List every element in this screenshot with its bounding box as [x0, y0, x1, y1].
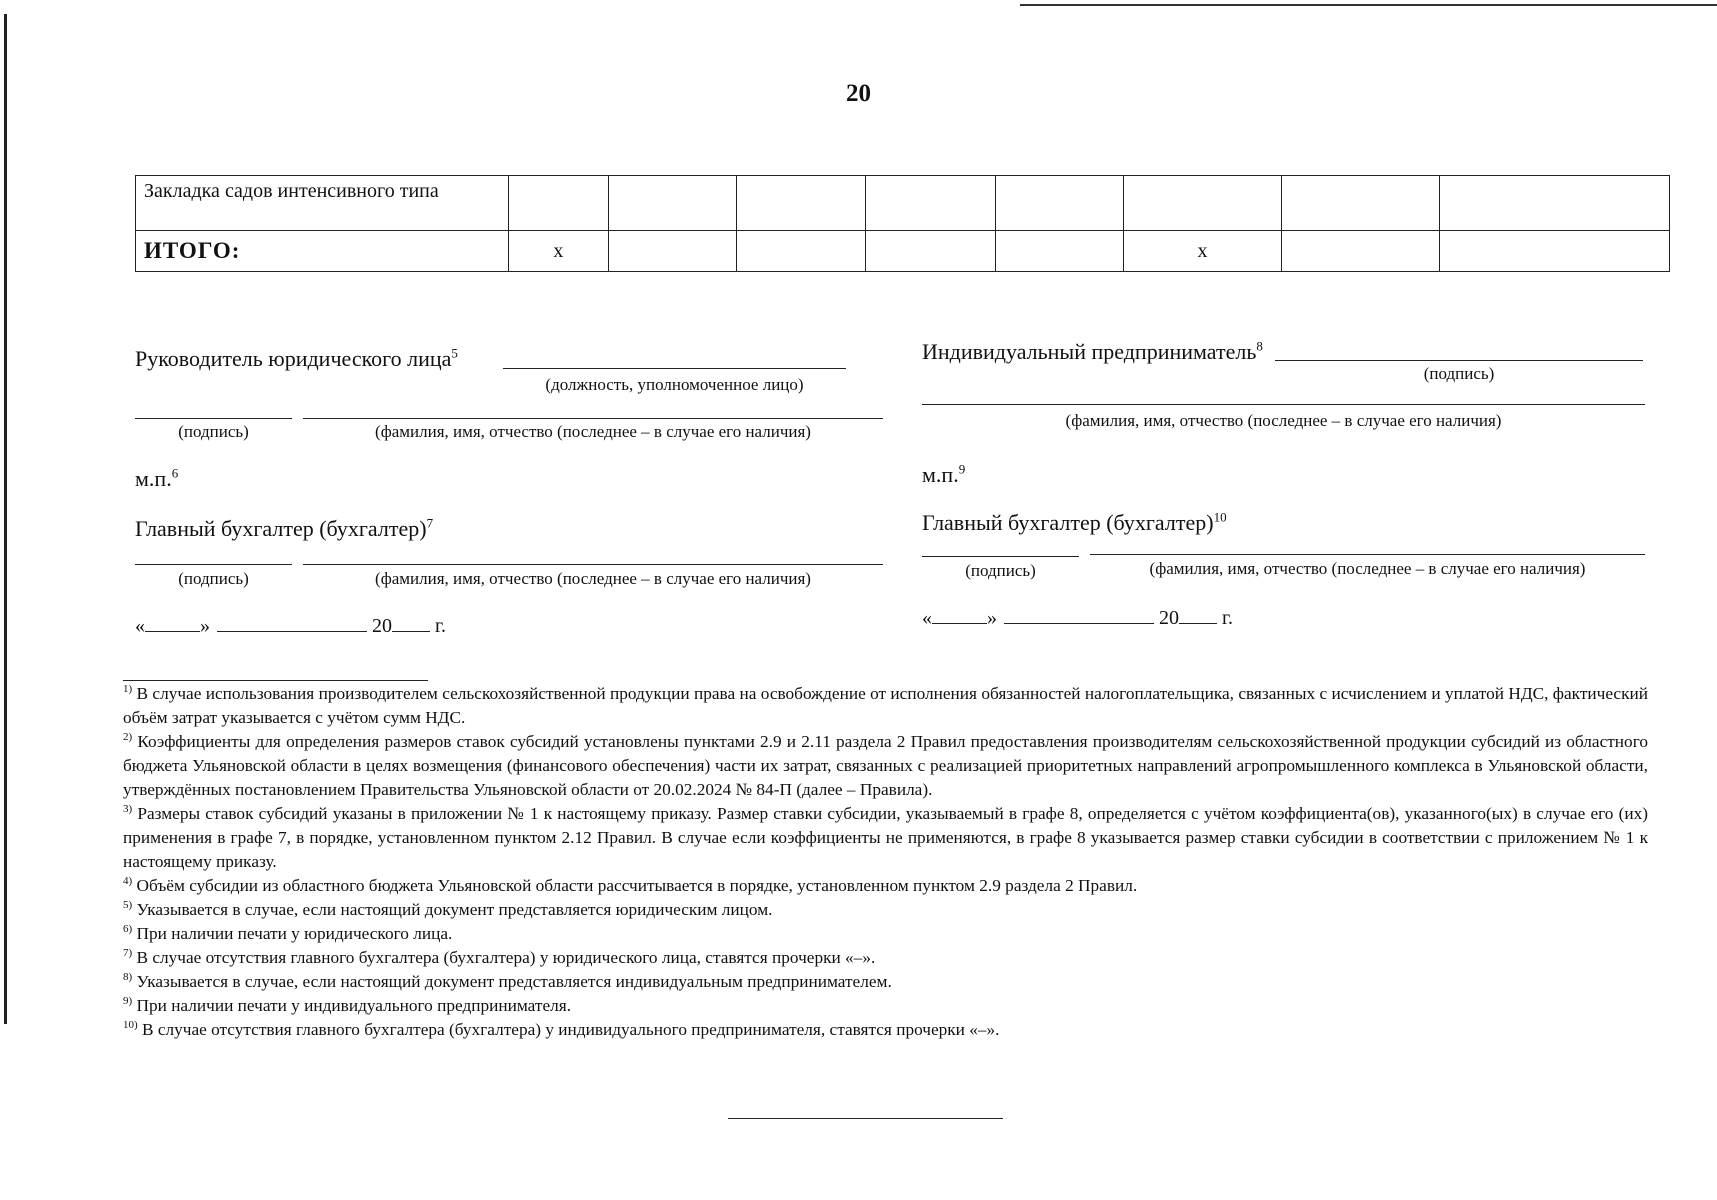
scan-border-left: [4, 14, 7, 1024]
table-row: [136, 176, 1670, 231]
table-cell: [508, 176, 608, 231]
row-label-total: ИТОГО:: [136, 231, 509, 272]
table-cell: [1439, 176, 1670, 231]
entrepreneur-text: Индивидуальный предприниматель: [922, 339, 1257, 364]
signature-line: [1275, 360, 1643, 361]
footnotes: [123, 682, 1648, 1042]
signature-line: [135, 564, 292, 565]
position-caption: (должность, уполномоченное лицо): [545, 375, 804, 394]
date-quote-close: »: [200, 615, 210, 637]
footnote: [123, 874, 1648, 898]
year-blank: [392, 617, 430, 632]
signature-caption: (подпись): [965, 561, 1036, 580]
chief-accountant-label: [922, 510, 1227, 536]
table-cell: [608, 176, 736, 231]
footnote-text: В случае отсутствия главного бухгалтера (бухгалтера) у юридического лица, ставятся прочерки «–».: [136, 948, 876, 967]
accountant-text: Главный бухгалтер (бухгалтер): [922, 510, 1214, 535]
fio-line: [922, 404, 1645, 405]
footnote-number: 9): [123, 995, 133, 1008]
footnote-text: Коэффициенты для определения размеров ставок субсидий установлены пунктами 2.9 и 2.11 раздела 2 Правил предоставления производителям сельскохозяйственной продукции субсидий из областного бюджета Ульяновской области в целях возмещения (финансового обеспечения) части их затрат, связанных с реализацией приоритетных направлений агропромышленного комплекса в Ульяновской области, утверждённых постановлением Правительства Ульяновской области от 20.02.2024 № 84-П (далее – Правила).: [123, 732, 1648, 799]
accountant-text: Главный бухгалтер (бухгалтер): [135, 516, 427, 541]
footnote-number: 10): [123, 1019, 138, 1032]
footnote-text: Объём субсидии из областного бюджета Ульяновской области рассчитывается в порядке, установленном пунктом 2.9 раздела 2 Правил.: [136, 876, 1138, 895]
fio-caption: (фамилия, имя, отчество (последнее – в случае его наличия): [375, 569, 811, 588]
footnote-ref: 8: [1256, 338, 1263, 354]
footnote-number: 7): [123, 947, 133, 960]
date-line: [135, 615, 446, 638]
year-blank: [1179, 609, 1217, 624]
footnote: [123, 994, 1648, 1018]
date-quote-open: «: [922, 607, 932, 629]
footnote-ref: 6: [171, 465, 179, 481]
month-blank: [1004, 609, 1154, 624]
stamp-label: [922, 462, 965, 488]
fio-line: [1090, 554, 1645, 555]
footnote-text: В случае отсутствия главного бухгалтера (бухгалтера) у индивидуального предпринимателя, ставятся прочерки «–».: [142, 1020, 1000, 1039]
stamp-text: м.п.: [135, 466, 172, 491]
head-of-legal-entity-label: [135, 346, 458, 372]
footnote-number: 8): [123, 971, 133, 984]
footnote: [123, 682, 1648, 730]
table-cell: [608, 231, 736, 272]
date-year: 20: [1159, 607, 1179, 629]
footnote-ref: 7: [426, 515, 434, 531]
footnote: [123, 898, 1648, 922]
table-cell: [737, 231, 866, 272]
footnote: [123, 802, 1648, 874]
table-cell: [1282, 231, 1439, 272]
footnote: [123, 922, 1648, 946]
date-quote-open: «: [135, 615, 145, 637]
footnote-text: Указывается в случае, если настоящий документ представляется юридическим лицом.: [136, 900, 773, 919]
signature-caption: (подпись): [1423, 364, 1495, 383]
date-quote-close: »: [987, 607, 997, 629]
head-label-text: Руководитель юридического лица: [135, 346, 452, 371]
footnote-ref: 10: [1213, 509, 1227, 525]
footnote-number: 2): [123, 731, 133, 744]
stamp-text: м.п.: [922, 462, 959, 487]
footnote-text: При наличии печати у юридического лица.: [136, 924, 453, 943]
day-blank: [932, 609, 987, 624]
footnote-number: 6): [123, 923, 133, 936]
footnote-ref: 5: [451, 345, 458, 361]
footnote: [123, 970, 1648, 994]
page-number: 20: [846, 80, 871, 107]
footnote: [123, 946, 1648, 970]
stamp-label: [135, 466, 178, 492]
subsidy-table: [135, 175, 1670, 272]
chief-accountant-label: [135, 516, 433, 542]
date-line: [922, 607, 1233, 630]
footnote-text: При наличии печати у индивидуального предпринимателя.: [136, 996, 572, 1015]
month-blank: [217, 617, 367, 632]
day-blank: [145, 617, 200, 632]
footnote-number: 5): [123, 899, 133, 912]
entrepreneur-label: [922, 339, 1263, 365]
table-cell: [995, 231, 1123, 272]
date-year: 20: [372, 615, 392, 637]
table-cell: [866, 231, 995, 272]
fio-caption: (фамилия, имя, отчество (последнее – в случае его наличия): [1149, 559, 1586, 578]
table-cell: [1282, 176, 1439, 231]
table-cell: [737, 176, 866, 231]
row-label-orchards: Закладка садов интенсивного типа: [136, 176, 509, 231]
scan-border-top: [1020, 4, 1717, 6]
footnote: [123, 1018, 1648, 1042]
footnote-text: Размеры ставок субсидий указаны в приложении № 1 к настоящему приказу. Размер ставки субсидии, указываемый в графе 8, определяется с учётом коэффициента(ов), указанного(ых) в случае его (их) применения в графе 7, в порядке, установленном пунктом 2.12 Правил. В случае если коэффициенты не применяются, в графе 8 указывается размер ставки субсидии в соответствии с приложением № 1 к настоящему приказу.: [123, 804, 1649, 871]
total-cell-x: х: [508, 231, 608, 272]
fio-line: [303, 418, 883, 419]
total-cell-x: х: [1123, 231, 1281, 272]
table-cell: [995, 176, 1123, 231]
footnote-text: Указывается в случае, если настоящий документ представляется индивидуальным предпринимателем.: [136, 972, 892, 991]
date-suffix: г.: [1222, 607, 1233, 629]
footnote-text: В случае использования производителем сельскохозяйственной продукции права на освобождение от исполнения обязанностей налогоплательщика, связанных с исчислением и уплатой НДС, фактический объём затрат указывается с учётом сумм НДС.: [123, 684, 1648, 727]
date-suffix: г.: [435, 615, 446, 637]
fio-line: [303, 564, 883, 565]
signature-caption: (подпись): [178, 422, 249, 441]
footnote: [123, 730, 1648, 802]
end-separator: [728, 1118, 1003, 1119]
table-cell: [1439, 231, 1670, 272]
position-line: [503, 368, 846, 369]
footnote-separator: [123, 680, 428, 681]
footnote-number: 4): [123, 875, 133, 888]
signature-caption: (подпись): [178, 569, 249, 588]
footnote-number: 1): [123, 683, 133, 696]
table-cell: [866, 176, 995, 231]
table-cell: [1123, 176, 1281, 231]
fio-caption: (фамилия, имя, отчество (последнее – в случае его наличия): [1065, 411, 1502, 430]
footnote-ref: 9: [958, 461, 966, 477]
footnote-number: 3): [123, 803, 133, 816]
signature-line: [922, 556, 1079, 557]
table-row-total: [136, 231, 1670, 272]
fio-caption: (фамилия, имя, отчество (последнее – в случае его наличия): [375, 422, 811, 441]
signature-line: [135, 418, 292, 419]
